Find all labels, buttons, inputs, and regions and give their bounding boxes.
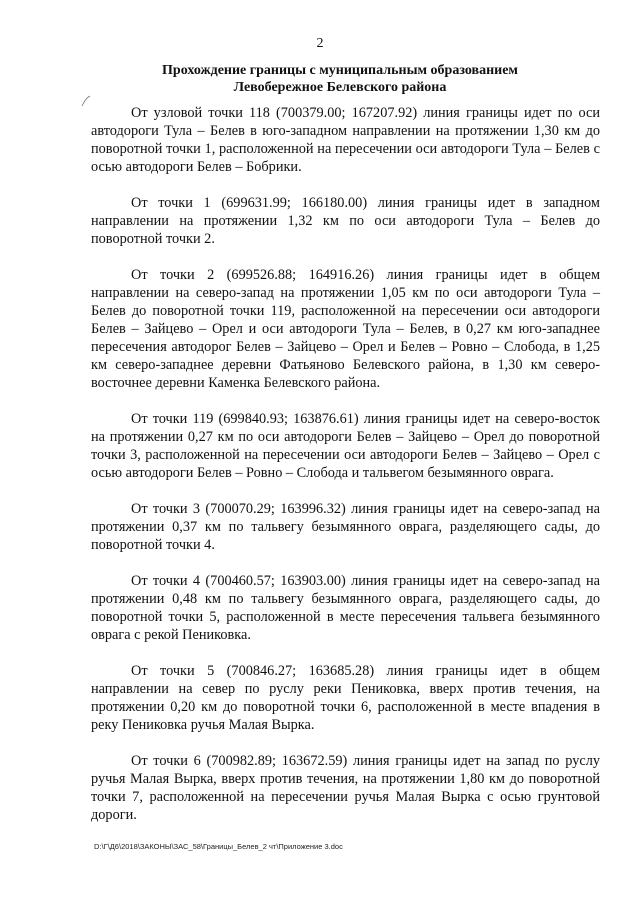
- document-body: [91, 104, 600, 842]
- heading-line-1: Прохождение границы с муниципальным образованием: [162, 63, 518, 78]
- paragraph-point-3: От точки 3 (700070.29; 163996.32) линия границы идет на северо-запад на протяжении 0,37 км по тальвегу безымянного оврага, разделяющего сады, до поворотной точки 4.: [91, 501, 600, 553]
- file-path-footer: D:\Г\Д6\2018\ЗАКОНЫ\ЗАС_58\Границы_Белев_2 чт\Приложение 3.doc: [94, 842, 343, 851]
- paragraph-point-5: От точки 5 (700846.27; 163685.28) линия границы идет в общем направлении на север по руслу реки Пениковка, вверх против течения, на протяжении 0,20 км до поворотной точки 6, расположенной в месте впадения в реку Пениковка ручья Малая Вырка.: [91, 663, 600, 733]
- section-heading: [90, 62, 590, 96]
- paragraph-point-119: От точки 119 (699840.93; 163876.61) линия границы идет на северо-восток на протяжении 0,27 км по оси автодороги Белев – Зайцево – Орел до поворотной точки 3, расположенной на пересечении оси автодороги Белев – Зайцево – Орел с осью автодороги Белев – Ровно – Слобода и тальвегом безымянного оврага.: [91, 411, 600, 481]
- paragraph-point-6: От точки 6 (700982.89; 163672.59) линия границы идет на запад по руслу ручья Малая Вырка, вверх против течения, на протяжении 1,80 км до поворотной точки 7, расположенной на пересечении ручья Малая Вырка с осью грунтовой дороги.: [91, 753, 600, 823]
- heading-line-2: Левобережное Белевского района: [233, 80, 447, 95]
- paragraph-point-1: От точки 1 (699631.99; 166180.00) линия границы идет в западном направлении на протяжении 1,32 км по оси автодороги Тула – Белев до поворотной точки 2.: [91, 195, 600, 247]
- paragraph-point-4: От точки 4 (700460.57; 163903.00) линия границы идет на северо-запад на протяжении 0,48 км по тальвегу безымянного оврага, разделяющего сады, до поворотной точки 5, расположенной в месте пересечения тальвега безымянного оврага с рекой Пениковка.: [91, 573, 600, 643]
- paragraph-point-2: От точки 2 (699526.88; 164916.26) линия границы идет в общем направлении на северо-запад на протяжении 1,05 км по оси автодороги Тула – Белев до поворотной точки 119, расположенной на пересечении оси автодороги Белев – Зайцево – Орел и оси автодороги Тула – Белев, в 0,27 км юго-западнее пересечения автодорог Белев – Зайцево – Орел и Белев – Ровно – Слобода, в 1,25 км северо-западнее деревни Фатьяново Белевского района, в 1,30 км северо-восточнее деревни Каменка Белевского района.: [91, 267, 600, 391]
- paragraph-point-118: От узловой точки 118 (700379.00; 167207.92) линия границы идет по оси автодороги Тула – Белев в юго-западном направлении на протяжении 1,30 км до поворотной точки 1, расположенной на пересечении оси автодороги Тула – Белев с осью автодороги Белев – Бобрики.: [91, 105, 600, 175]
- page-number: 2: [316, 36, 324, 51]
